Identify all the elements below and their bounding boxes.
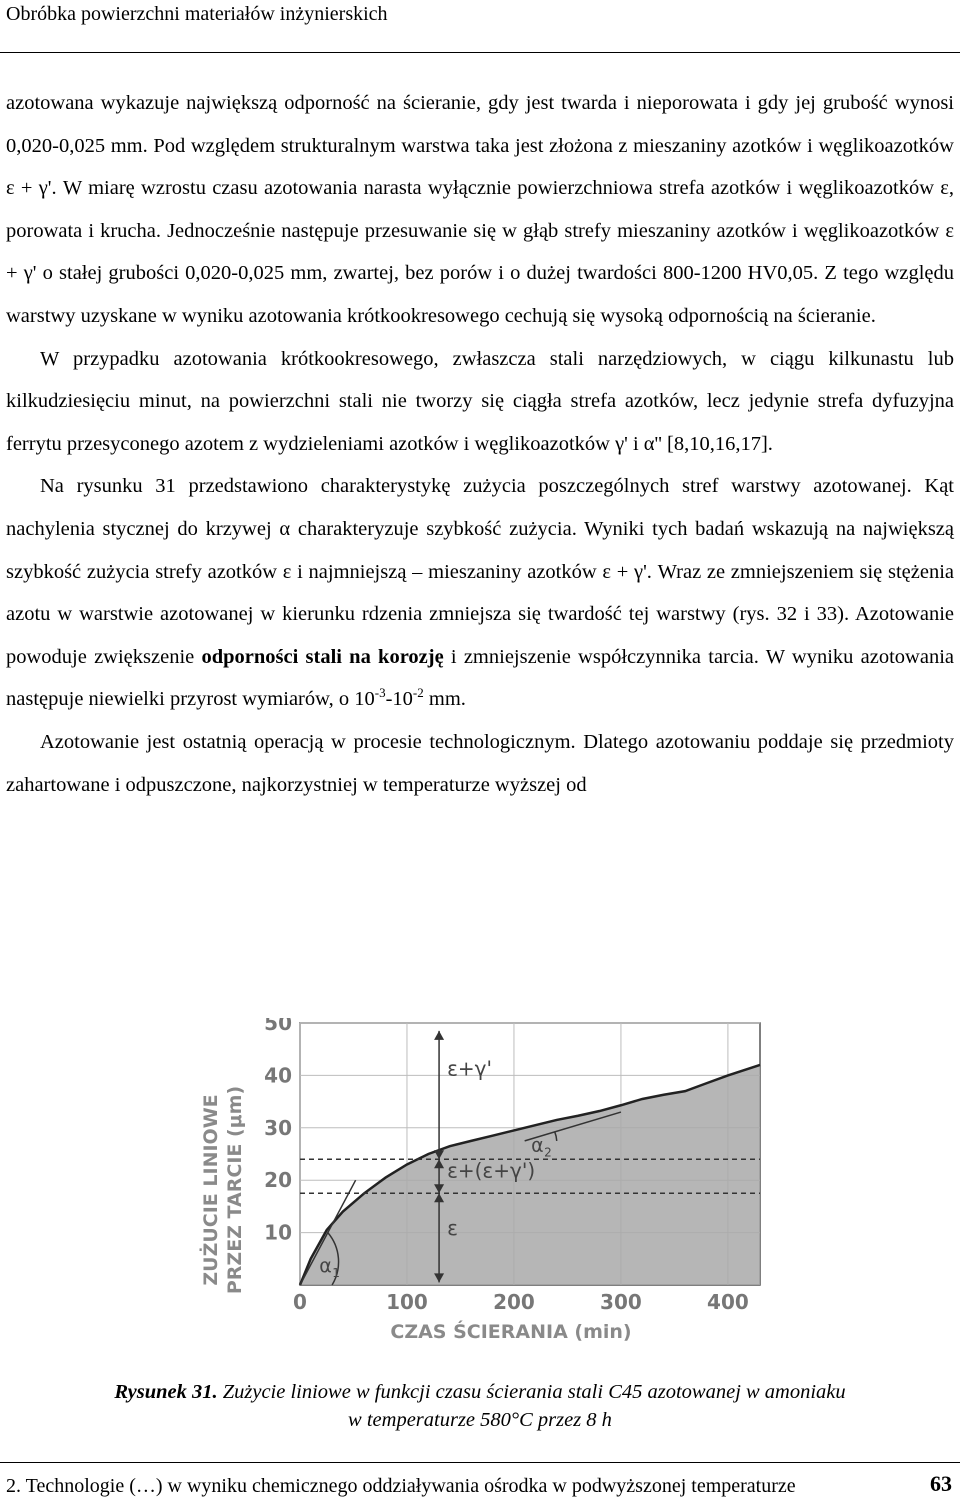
- x-tick-label: 0: [293, 1290, 307, 1314]
- page-footer: [0, 1462, 960, 1503]
- x-axis-label: CZAS ŚCIERANIA (min): [390, 1321, 632, 1343]
- x-tick-label: 300: [600, 1290, 642, 1314]
- zone-label-low: ε: [447, 1216, 458, 1241]
- caption-text-1: Zużycie liniowe w funkcji czasu ścierania stali C45 azotowanej w amoniaku: [217, 1381, 846, 1403]
- caption-label: Rysunek 31.: [114, 1381, 218, 1403]
- bold-phrase-corrosion: odporności stali na korozję: [201, 645, 444, 668]
- superscript-2: -2: [412, 685, 424, 701]
- page-header: [0, 0, 960, 53]
- angle-label-alpha2: α: [531, 1134, 544, 1157]
- paragraph-3-part-a: Na rysunku 31 przedstawiono charakterystykę zużycia poszczególnych stref warstwy azotowanej. Kąt nachylenia stycznej do krzywej α charakteryzuje szybkość zużycia. Wyniki tych badań wskazują na największą szybkość zużycia strefy azotków ε i najmniejszą – mieszaniny azotków ε + γ'. Wraz ze zmniejszeniem się stężenia azotu w warstwie azotowanej w kierunku rdzenia zmniejsza się twardość tej warstwy (rys. 32 i 33). Azotowanie powoduje zwiększenie: [6, 475, 954, 668]
- angle-label-alpha1: α: [319, 1254, 332, 1277]
- figure-caption: [0, 1378, 960, 1434]
- y-tick-label: 50: [264, 1018, 292, 1035]
- y-axis-label-line1: ZUŻUCIE LINIOWE: [200, 1094, 222, 1286]
- running-header-title: Obróbka powierzchni materiałów inżynierskich: [6, 3, 388, 25]
- angle-label-alpha1-sub: 1: [332, 1265, 340, 1280]
- caption-line-1: [0, 1378, 960, 1406]
- angle-label-alpha2-sub: 2: [544, 1145, 552, 1160]
- zone-label-mid: ε+(ε+γ'): [447, 1158, 536, 1183]
- paragraph-3-part-c: -10: [385, 688, 413, 711]
- y-tick-label: 30: [264, 1115, 292, 1140]
- superscript-1: -3: [374, 685, 386, 701]
- zone-label-top: ε+γ': [447, 1056, 492, 1081]
- wear-chart-svg: [195, 1018, 765, 1350]
- y-axis-label-line2: PRZEZ TARCIE (μm): [224, 1085, 246, 1295]
- body-text: [6, 82, 954, 806]
- figure-wear-chart: [195, 1018, 765, 1350]
- paragraph-1: azotowana wykazuje największą odporność na ścieranie, gdy jest twarda i nieporowata i gdy jej grubość wynosi 0,020-0,025 mm. Pod względem strukturalnym warstwa taka jest złożona z mieszaniny azotków i węglikoazotków ε + γ'. W miarę wzrostu czasu azotowania narasta wyłącznie powierzchniowa strefa azotków i węglikoazotków ε, porowata i krucha. Jednocześnie następuje przesuwanie się w głąb strefy mieszaniny azotków i węglikoazotków ε + γ' o stałej grubości 0,020-0,025 mm, zwartej, bez porów i o dużej twardości 800-1200 HV0,05. Z tego względu warstwy uzyskane w wyniku azotowania krótkookresowego cechują się wysoką odpornością na ścieranie.: [6, 92, 954, 327]
- paragraph-3-part-b: i zmniejszenie współczynnika tarcia. W wyniku azotowania następuje niewielki przyrost wymiarów, o 10: [6, 645, 954, 711]
- y-tick-label: 10: [264, 1220, 292, 1245]
- footer-text: 2. Technologie (…) w wyniku chemicznego oddziaływania ośrodka w podwyższonej temperaturze: [6, 1475, 796, 1497]
- x-tick-label: 100: [386, 1290, 428, 1314]
- x-tick-label: 200: [493, 1290, 535, 1314]
- y-tick-label: 20: [264, 1168, 292, 1193]
- page-number: 63: [930, 1471, 952, 1496]
- paragraph-2: W przypadku azotowania krótkookresowego, zwłaszcza stali narzędziowych, w ciągu kilkunastu lub kilkudziesięciu minut, na powierzchni stali nie tworzy się ciągła strefa azotków, lecz jedynie strefa dyfuzyjna ferrytu przesyconego azotem z wydzieleniami azotków i węglikoazotków γ' i α'' [8,10,16,17].: [6, 347, 954, 455]
- paragraph-3: [6, 465, 954, 721]
- y-tick-label: 40: [264, 1063, 292, 1088]
- paragraph-4: Azotowanie jest ostatnią operacją w procesie technologicznym. Dlatego azotowaniu poddaje się przedmioty zahartowane i odpuszczone, najkorzystniej w temperaturze wyższej od: [6, 730, 954, 796]
- x-tick-label: 400: [707, 1290, 749, 1314]
- paragraph-3-part-d: mm.: [423, 688, 466, 711]
- caption-line-2: w temperaturze 580°C przez 8 h: [348, 1409, 612, 1431]
